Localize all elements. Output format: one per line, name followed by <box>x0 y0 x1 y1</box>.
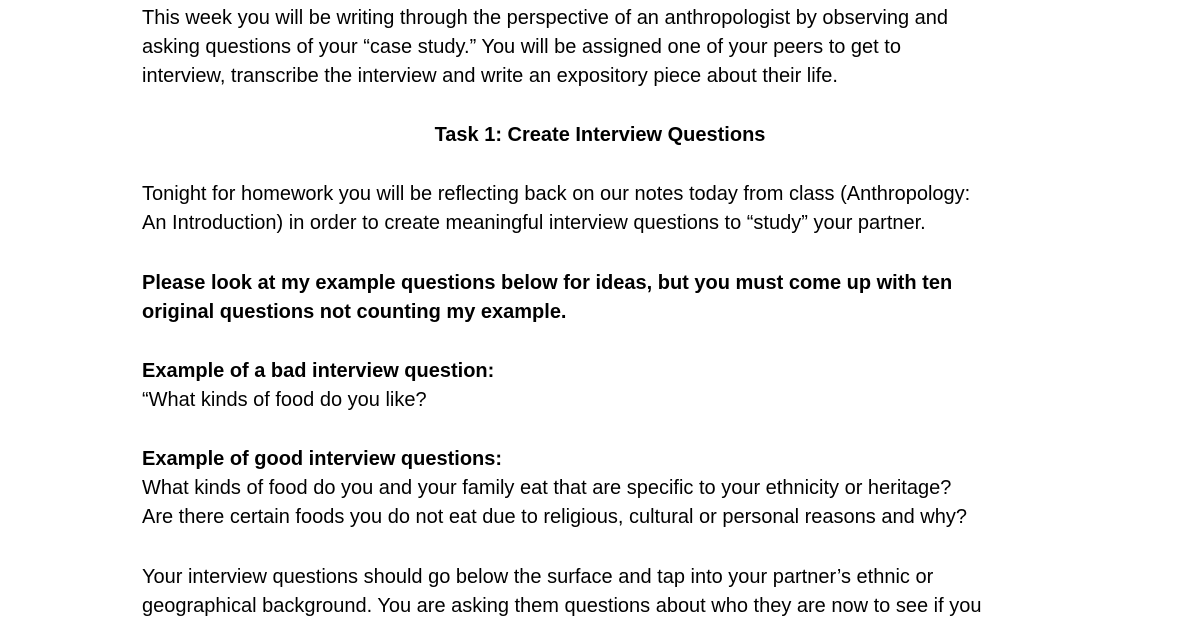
task-heading: Task 1: Create Interview Questions <box>434 124 766 146</box>
good-example-section <box>142 445 1082 532</box>
good-example-question-1: What kinds of food do you and your family eat that are specific to your ethnicity or heritage? <box>142 477 952 499</box>
homework-line-1: Tonight for homework you will be reflecting back on our notes today from class (Anthropology: <box>142 183 971 205</box>
closing-line-1: Your interview questions should go below the surface and tap into your partner’s ethnic or <box>142 566 934 588</box>
homework-paragraph <box>142 180 1082 238</box>
good-example-heading: Example of good interview questions: <box>142 448 503 470</box>
intro-line-1: This week you will be writing through the perspective of an anthropologist by observing and <box>142 7 949 29</box>
instructions-line-2: original questions not counting my example. <box>142 301 567 323</box>
intro-line-3: interview, transcribe the interview and write an expository piece about their life. <box>142 65 838 87</box>
closing-paragraph <box>142 563 1082 621</box>
bad-example-section <box>142 357 1082 415</box>
instructions-line-1: Please look at my example questions below for ideas, but you must come up with ten <box>142 272 953 294</box>
bad-example-question: “What kinds of food do you like? <box>142 389 427 411</box>
bad-example-heading: Example of a bad interview question: <box>142 360 495 382</box>
instructions-paragraph <box>142 269 1082 327</box>
homework-line-2: An Introduction) in order to create meaningful interview questions to “study” your partner. <box>142 212 926 234</box>
closing-line-2: geographical background. You are asking them questions about who they are now to see if you <box>142 595 982 617</box>
intro-line-2: asking questions of your “case study.” You will be assigned one of your peers to get to <box>142 36 901 58</box>
intro-paragraph <box>142 4 1082 91</box>
good-example-question-2: Are there certain foods you do not eat due to religious, cultural or personal reasons and why? <box>142 506 967 528</box>
